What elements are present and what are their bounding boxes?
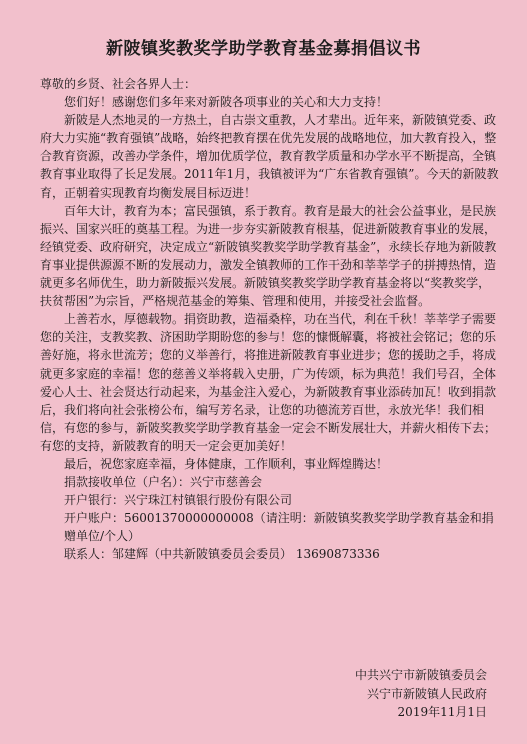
signoff-org-government: 兴宁市新陂镇人民政府 xyxy=(366,686,487,701)
receiver-line: 捐款接收单位（户名）：兴宁市慈善会 xyxy=(64,475,263,490)
greeting: 您们好！感谢您们多年来对新陂各项事业的关心和大力支持！ xyxy=(64,95,389,110)
contact-line: 联系人：邹建辉（中共新陂镇委员会委员） 13690873336 xyxy=(64,547,380,562)
paragraph-intro: 新陂是人杰地灵的一方热土，自古崇文重教，人才辈出。近年来，新陂镇党委、政府大力实施“教育强镇”战略，始终把教育摆在优先发展的战略地位，加大教育投入，整合教育资源，改善办学条件，增加优质学位，教育教学质量和办学水平不断提高，全镇教育事业取得了长足发展。2011年1月，我镇被评为“广东省教育强镇”。今天的新陂教育，正朝着实现教育均衡发展目标迈进！ xyxy=(40,113,499,200)
document-body xyxy=(40,75,502,564)
paragraph-purpose: 百年大计，教育为本；富民强镇，系于教育。教育是最大的社会公益事业，是民族振兴、国家兴旺的奠基工程。为进一步夯实新陂教育根基，促进新陂教育事业的发展，经镇党委、政府研究，决定成立“新陂镇奖教奖学助学教育基金”，永续长存地为新陂教育事业提供源源不断的发展动力，激发全镇教师的工作干劲和莘莘学子的拼搏热情，造就更多名师优生，助力新陂振兴发展。新陂镇奖教奖学助学教育基金将以“奖教奖学，扶贫帮困”为宗旨，严格规范基金的筹集、管理和使用，并接受社会监督。 xyxy=(40,203,497,309)
signoff-org-party: 中共兴宁市新陂镇委员会 xyxy=(354,668,487,682)
signoff-date: 2019年11月1日 xyxy=(397,705,487,719)
paragraph-closing: 最后，祝您家庭幸福，身体健康，工作顺利，事业辉煌腾达！ xyxy=(64,456,389,471)
signoff-block xyxy=(355,666,487,722)
account-line: 开户账户：56001370000000008（请注明：新陂镇奖教奖学助学教育基金和捐赠单位/个人） xyxy=(64,511,494,544)
paragraph-appeal: 上善若水，厚德载物。捐资助教，造福桑梓，功在当代，利在千秋！莘莘学子需要您的关注，支教奖教、济困助学期盼您的参与！您的慷慨解囊，将被社会铭记；您的乐善好施，将永世流芳；您的义举善行，将推进新陂教育事业进步；您的援助之手，将成就更多家庭的幸福！您的慈善义举将载入史册，广为传颂，标为典范！我们号召，全体爱心人士、社会贤达行动起来，为基金注入爱心，为新陂教育事业添砖加瓦！收到捐款后，我们将向社会张榜公布，编写芳名录，让您的功德流芳百世，永放光华！我们相信，有您的参与，新陂奖教奖学助学教育基金一定会不断发展壮大，并薪火相传下去；有您的支持，新陂教育的明天一定会更加美好！ xyxy=(40,312,497,453)
bank-line: 开户银行：兴宁珠江村镇银行股份有限公司 xyxy=(64,493,293,508)
document-title: 新陂镇奖教奖学助学教育基金募捐倡议书 xyxy=(106,39,421,59)
salutation: 尊敬的乡贤、社会各界人士： xyxy=(40,77,197,91)
